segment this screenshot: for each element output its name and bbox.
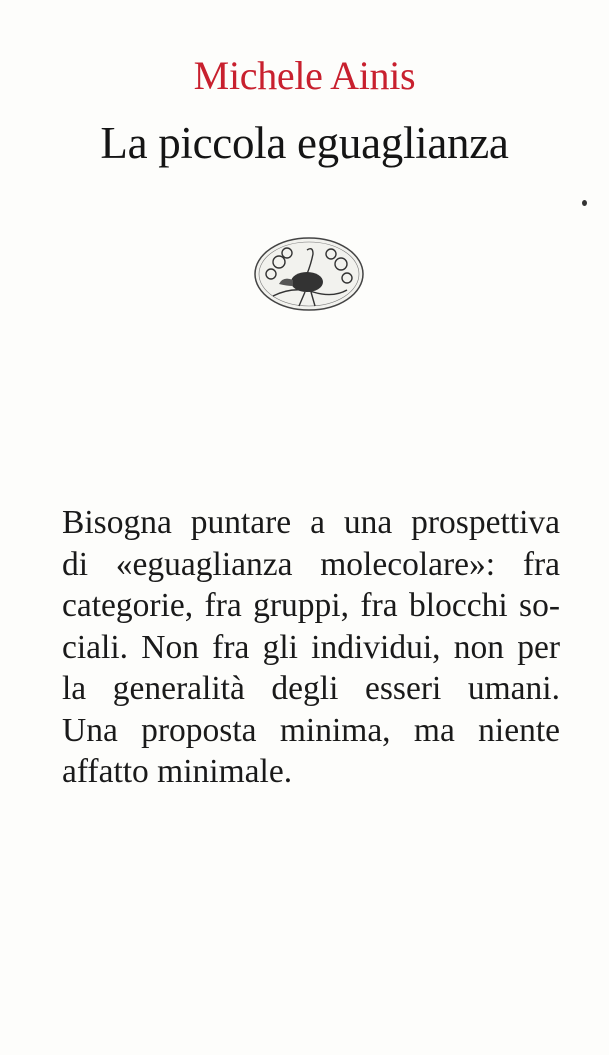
blurb-line: di «eguaglianza molecolare»: fra (62, 545, 560, 583)
blurb-line: la generalità degli esseri umani. (62, 670, 560, 707)
author-name: Michele Ainis (193, 53, 416, 98)
publisher-logo-icon (253, 236, 365, 312)
blurb-line: ciali. Non fra gli individui, non per (62, 628, 560, 666)
blurb-line: Una proposta minima, ma niente (62, 711, 560, 749)
speck-mark (582, 200, 587, 206)
blurb-line: categorie, fra gruppi, fra blocchi so- (62, 587, 560, 624)
blurb-text (62, 502, 560, 793)
blurb-line: Bisogna puntare a una prospettiva (62, 504, 560, 541)
blurb-line: affatto minimale. (62, 753, 293, 790)
book-title: La piccola eguaglianza (100, 118, 509, 168)
